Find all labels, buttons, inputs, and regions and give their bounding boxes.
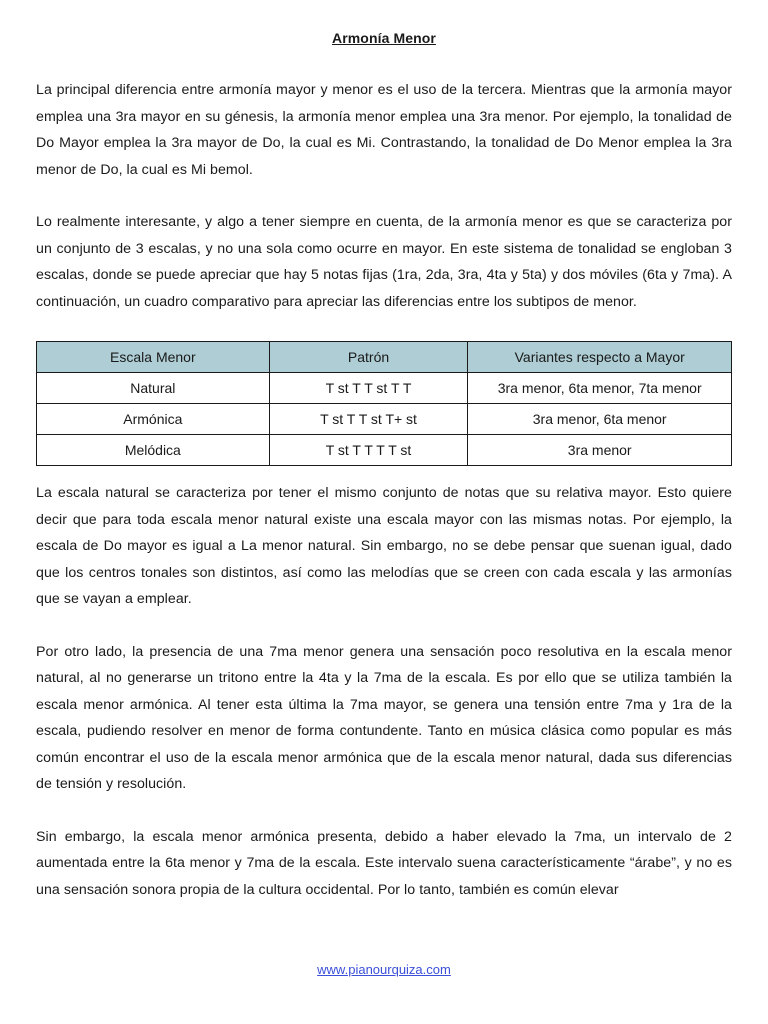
- table-cell-variants: 3ra menor, 6ta menor, 7ta menor: [468, 373, 732, 404]
- table-row: [37, 404, 732, 435]
- paragraph-scales-overview: Lo realmente interesante, y algo a tener siempre en cuenta, de la armonía menor es que se caracteriza por un conjunto de 3 escalas, y no una sola como ocurre en mayor. En este sistema de tonalidad se engloban 3 escalas, donde se puede apreciar que hay 5 notas fijas (1ra, 2da, 3ra, 4ta y 5ta) y dos móviles (6ta y 7ma). A continuación, un cuadro comparativo para apreciar las diferencias entre los subtipos de menor.: [36, 214, 732, 310]
- paragraph-natural-scale: La escala natural se caracteriza por tener el mismo conjunto de notas que su relativa mayor. Esto quiere decir que para toda escala menor natural existe una escala mayor con las mismas notas. Por ejemplo, la escala de Do mayor es igual a La menor natural. Sin embargo, no se debe pensar que suenan igual, dado que los centros tonales son distintos, así como las melodías que se creen con cada escala y las armonías que se vayan a emplear.: [36, 485, 732, 607]
- paragraph-augmented-second: Sin embargo, la escala menor armónica presenta, debido a haber elevado la 7ma, un intervalo de 2 aumentada entre la 6ta menor y 7ma de la escala. Este intervalo suena característicamente “árabe”, y no es una sensación sonora propia de la cultura occidental. Por lo tanto, también es común elevar: [36, 828, 732, 898]
- table-row: [37, 435, 732, 466]
- table-cell-scale: Melódica: [37, 435, 270, 466]
- table-cell-pattern: T st T T T T st: [269, 435, 468, 466]
- table-cell-pattern: T st T T st T+ st: [269, 404, 468, 435]
- table-cell-variants: 3ra menor: [468, 435, 732, 466]
- table-header-pattern: Patrón: [269, 342, 468, 373]
- table-row: [37, 373, 732, 404]
- table-cell-variants: 3ra menor, 6ta menor: [468, 404, 732, 435]
- footer-website-link[interactable]: www.pianourquiza.com: [317, 962, 451, 977]
- table-cell-scale: Armónica: [37, 404, 270, 435]
- document-title: Armonía Menor: [332, 30, 436, 46]
- paragraph-intro: La principal diferencia entre armonía mayor y menor es el uso de la tercera. Mientras que la armonía mayor emplea una 3ra mayor en su génesis, la armonía menor emplea una 3ra menor. Por ejemplo, la tonalidad de Do Mayor emplea la 3ra mayor de Do, la cual es Mi. Contrastando, la tonalidad de Do Menor emplea la 3ra menor de Do, la cual es Mi bemol.: [36, 82, 732, 178]
- page-footer: [0, 962, 768, 977]
- paragraph-harmonic-scale: Por otro lado, la presencia de una 7ma menor genera una sensación poco resolutiva en la escala menor natural, al no generarse un tritono entre la 4ta y la 7ma de la escala. Es por ello que se utiliza también la escala menor armónica. Al tener esta última la 7ma mayor, se genera una tensión entre 7ma y 1ra de la escala, pudiendo resolver en menor de forma contundente. Tanto en música clásica como popular es más común encontrar el uso de la escala menor armónica que de la escala menor natural, dada sus diferencias de tensión y resolución.: [36, 643, 732, 792]
- minor-scales-table: [36, 341, 732, 466]
- table-header-scale: Escala Menor: [37, 342, 270, 373]
- table-cell-scale: Natural: [37, 373, 270, 404]
- table-header-variants: Variantes respecto a Mayor: [468, 342, 732, 373]
- table-cell-pattern: T st T T st T T: [269, 373, 468, 404]
- table-header-row: [37, 342, 732, 373]
- document-page: [36, 30, 732, 903]
